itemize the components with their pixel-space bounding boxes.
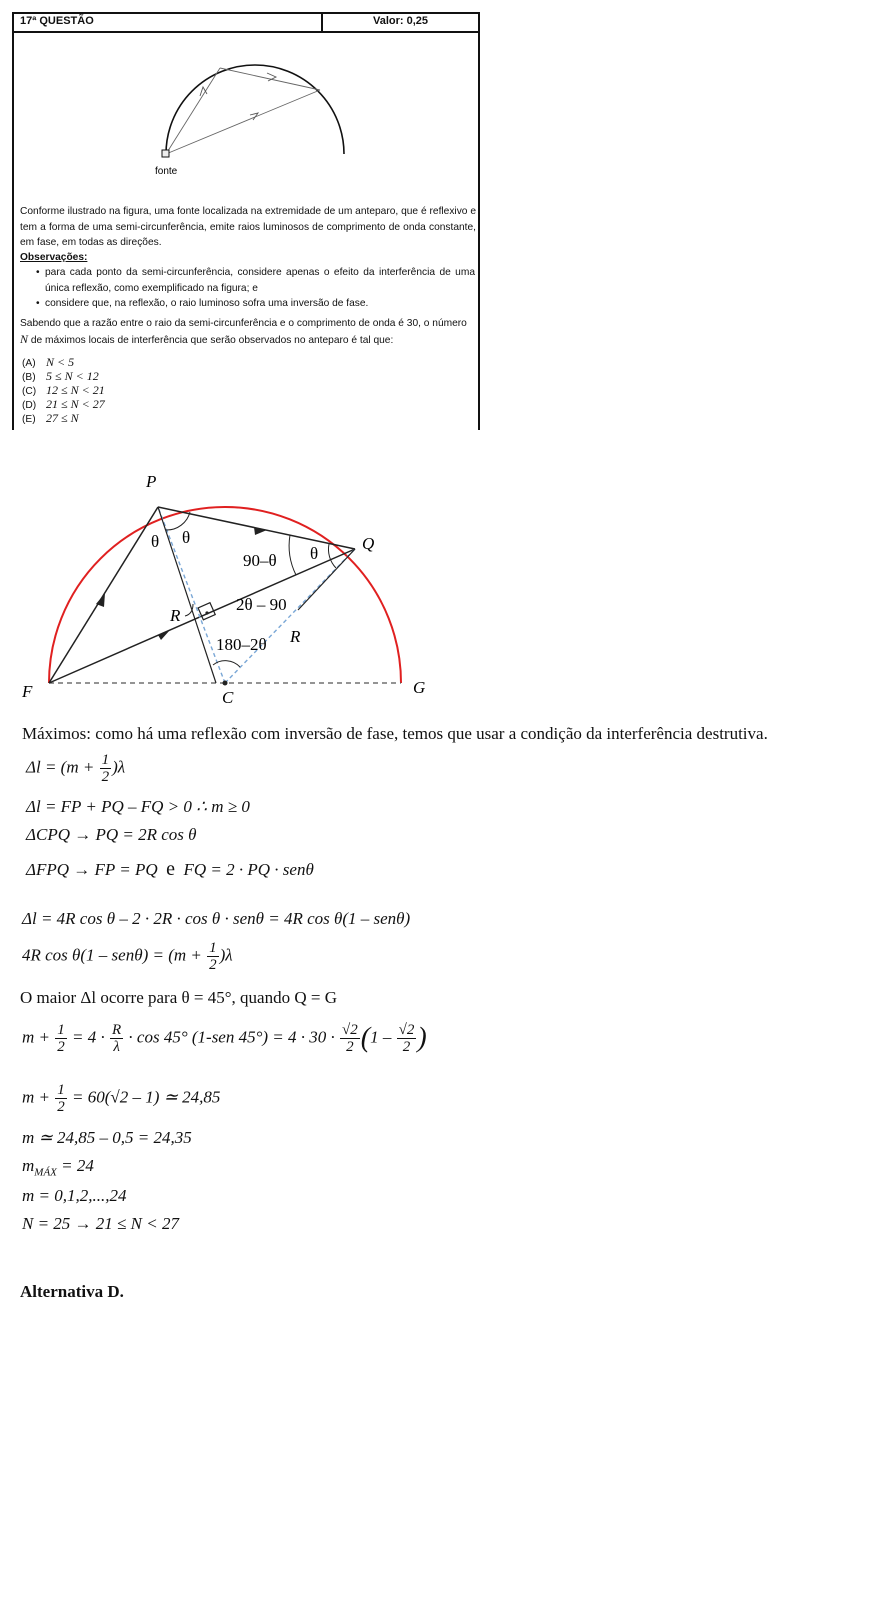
eq-path-difference: Δl = (m + $\frac{1}{2}$ )λ (26, 752, 126, 785)
eq-m-calculation: m + $\frac{1}{2}$ = 4 · $\frac{R}{\lambda}$ · cos 45° (1-sen 45°) = 4 · 30 · $\frac{√2}{2}$ (1 – $\frac{√2}{2}$ ) (22, 1022, 427, 1055)
eq-delta-l: Δl = FP + PQ – FQ > 0 ∴ m ≥ 0 (26, 797, 250, 816)
eq-triangle-fpq: ΔFPQ → FP = PQ e FQ = 2 · PQ · senθ (26, 858, 314, 880)
question-number: 17ª QUESTÃO (20, 15, 94, 27)
label-G: G (413, 678, 426, 697)
answer: Alternativa D. (20, 1282, 124, 1301)
option-a: (A) N < 5 (22, 355, 75, 369)
label-R-left: R (170, 606, 181, 625)
eq-m-max: $m_{MÁX} = 24$ (22, 1156, 94, 1179)
option-c: (C) 12 ≤ N < 21 (22, 383, 105, 397)
observations-title: Observações: (20, 252, 88, 263)
observation-1: • para cada ponto da semi-circunferência, considere apenas o efeito da interferência de uma única reflexão, como exemplificado na figura; e (45, 265, 475, 296)
angle-theta-1: θ (151, 532, 160, 551)
eq-m-range: m = 0,1,2,...,24 (22, 1186, 127, 1205)
angle-90-theta: 90–θ (243, 551, 277, 570)
label-C: C (222, 688, 234, 707)
source-label: fonte (155, 166, 178, 177)
eq-m-value: m ≃ 24,85 – 0,5 = 24,35 (22, 1128, 192, 1147)
label-P: P (146, 472, 157, 491)
statement-text: Conforme ilustrado na figura, uma fonte localizada na extremidade de um anteparo, que é reflexivo e tem a forma de uma semi-circunferência, emite raios luminosos de comprimento de onda constante, em fase, em todas as direções. (20, 206, 476, 248)
eq-n-result: N = 25 → 21 ≤ N < 27 (22, 1214, 179, 1233)
angle-theta-2: θ (182, 528, 191, 547)
eq-maximum-statement: O maior Δl ocorre para θ = 45°, quando Q = G (20, 988, 337, 1007)
eq-condition: 4R cos θ(1 – senθ) = (m + $\frac{1}{2}$ )λ (22, 940, 233, 973)
angle-180-2theta: 180–2θ (216, 635, 267, 654)
eq-delta-l-expanded: Δl = 4R cos θ – 2 · 2R · cos θ · senθ = 4R cos θ(1 – senθ) (22, 909, 411, 928)
angle-theta-3: θ (310, 544, 319, 563)
label-R-right: R (290, 627, 301, 646)
solution-intro: Máximos: como há uma reflexão com inversão de fase, temos que usar a condição da interferência destrutiva. (22, 724, 768, 743)
label-F: F (22, 682, 33, 701)
label-Q: Q (362, 534, 375, 553)
angle-2theta-90: 2θ – 90 (236, 595, 287, 614)
observation-2: • considere que, na reflexão, o raio luminoso sofra uma inversão de fase. (45, 296, 475, 312)
eq-triangle-cpq: ΔCPQ → PQ = 2R cos θ (26, 825, 197, 844)
option-d: (D) 21 ≤ N < 27 (22, 397, 105, 411)
option-b: (B) 5 ≤ N < 12 (22, 369, 99, 383)
eq-m-numeric: m + $\frac{1}{2}$ = 60(√2 – 1) ≃ 24,85 (22, 1082, 221, 1115)
prompt-text: Sabendo que a razão entre o raio da semi-circunferência e o comprimento de onda é 30, o número N de máximos locais de interferência que serão observados no anteparo é tal que: (20, 318, 467, 346)
option-e: (E) 27 ≤ N (22, 411, 79, 425)
question-value: Valor: 0,25 (372, 15, 429, 27)
